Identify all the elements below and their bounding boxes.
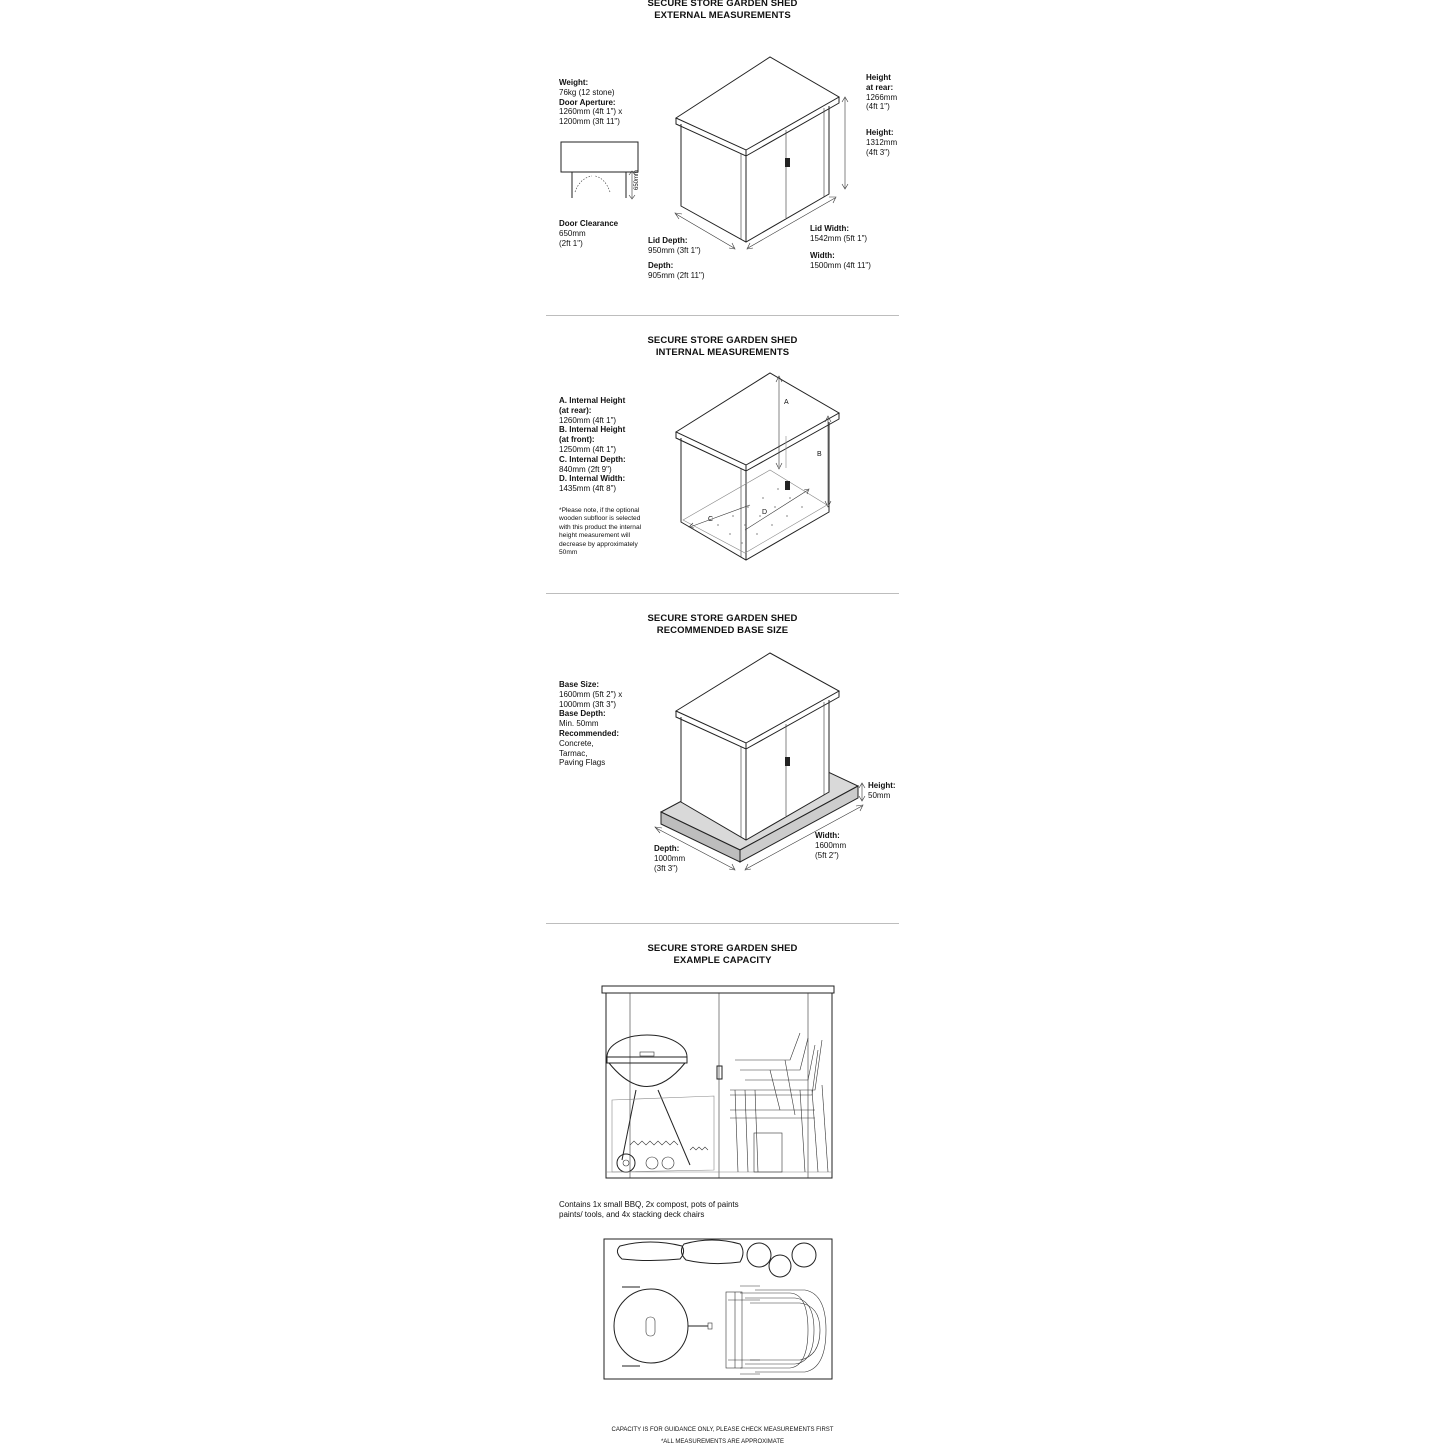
lid-depth-label: Lid Depth: (648, 236, 688, 245)
base-depth-value: Min. 50mm (559, 719, 599, 729)
base-depth-dim-value-1: 1000mm (654, 853, 686, 863)
weight-label: Weight: (559, 78, 589, 87)
note-line: decrease by approximately (559, 540, 638, 548)
c-value: 840mm (2ft 9") (559, 464, 612, 474)
base-height-value: 50mm (868, 790, 891, 800)
height-rear-value-1: 1266mm (866, 92, 898, 102)
height-label: Height: (866, 128, 894, 137)
d-value: 1435mm (4ft 8") (559, 484, 617, 494)
internal-title-line2: INTERNAL MEASUREMENTS (655, 346, 790, 358)
aperture-value-2: 1200mm (3ft 11") (559, 117, 620, 127)
internal-title-line1: SECURE STORE GARDEN SHED (647, 335, 798, 346)
lid-width-label: Lid Width: (810, 224, 850, 233)
height-rear-label-1: Height (866, 73, 891, 82)
footer-approx: *ALL MEASUREMENTS ARE APPROXIMATE (660, 1439, 785, 1445)
external-title-line2: EXTERNAL MEASUREMENTS (654, 9, 791, 21)
base-size-label: Base Size: (559, 680, 600, 689)
clearance-label: Door Clearance (559, 219, 619, 228)
b-label-1: B. Internal Height (559, 425, 626, 435)
height-rear-value-2: (4ft 1") (866, 102, 890, 112)
c-label: C. Internal Depth: (559, 454, 626, 464)
base-height-label: Height: (868, 781, 896, 790)
capacity-desc-line-2: paints/ tools, and 4x stacking deck chairs (559, 1209, 705, 1219)
depth-label: Depth: (648, 261, 674, 270)
b-value: 1250mm (4ft 1") (559, 444, 617, 454)
a-label-2: (at rear): (559, 405, 592, 415)
base-width-label: Width: (815, 831, 840, 840)
width-value: 1500mm (4ft 11") (810, 260, 871, 270)
aperture-value-1: 1260mm (4ft 1") x (559, 107, 623, 117)
note-line: 50mm (559, 549, 578, 557)
external-title-line1: SECURE STORE GARDEN SHED (647, 0, 798, 9)
clearance-dim-text: 650mm (634, 169, 640, 190)
mark-c: C (708, 516, 714, 523)
lid-depth-value: 950mm (3ft 1") (648, 245, 701, 255)
mark-d: D (762, 509, 768, 516)
clearance-value-2: (2ft 1") (559, 238, 583, 248)
base-title-line1: SECURE STORE GARDEN SHED (647, 613, 798, 624)
width-label: Width: (810, 251, 835, 260)
capacity-title-line2: EXAMPLE CAPACITY (673, 954, 772, 966)
weight-value: 76kg (12 stone) (559, 87, 615, 97)
height-value-1: 1312mm (866, 137, 898, 147)
note-line: wooden subfloor is selected (559, 515, 641, 523)
note-line: with this product the internal (559, 523, 642, 531)
recommended-item: Paving Flags (559, 758, 606, 768)
depth-value: 905mm (2ft 11") (648, 270, 705, 280)
recommended-item: Concrete, (559, 738, 594, 748)
aperture-label: Door Aperture: (559, 97, 616, 107)
recommended-label: Recommended: (559, 728, 620, 738)
base-title-line2: RECOMMENDED BASE SIZE (656, 624, 789, 636)
capacity-desc-line-1: Contains 1x small BBQ, 2x compost, pots of paints (559, 1200, 739, 1209)
a-label-1: A. Internal Height (559, 396, 626, 405)
base-width-value-2: (5ft 2") (815, 850, 839, 860)
note-line: *Please note, if the optional (559, 507, 640, 514)
height-rear-label-2: at rear: (866, 82, 894, 92)
base-depth-label: Base Depth: (559, 709, 606, 719)
clearance-value-1: 650mm (559, 228, 586, 238)
mark-a: A (784, 399, 789, 406)
capacity-title-line1: SECURE STORE GARDEN SHED (647, 943, 798, 954)
base-depth-dim-label: Depth: (654, 844, 680, 853)
recommended-item: Tarmac, (559, 748, 588, 758)
base-size-value-1: 1600mm (5ft 2") x (559, 689, 623, 699)
base-size-value-2: 1000mm (3ft 3") (559, 699, 617, 709)
lid-width-value: 1542mm (5ft 1") (810, 233, 868, 243)
footer-guidance: CAPACITY IS FOR GUIDANCE ONLY, PLEASE CHECK MEASUREMENTS FIRST (611, 1427, 834, 1433)
base-depth-dim-value-2: (3ft 3") (654, 863, 678, 873)
b-label-2: (at front): (559, 435, 595, 445)
note-line: height measurement will (559, 532, 631, 540)
a-value: 1260mm (4ft 1") (559, 415, 617, 425)
height-value-2: (4ft 3") (866, 147, 890, 157)
d-label: D. Internal Width: (559, 474, 626, 484)
mark-b: B (817, 451, 822, 458)
base-width-value-1: 1600mm (815, 840, 847, 850)
